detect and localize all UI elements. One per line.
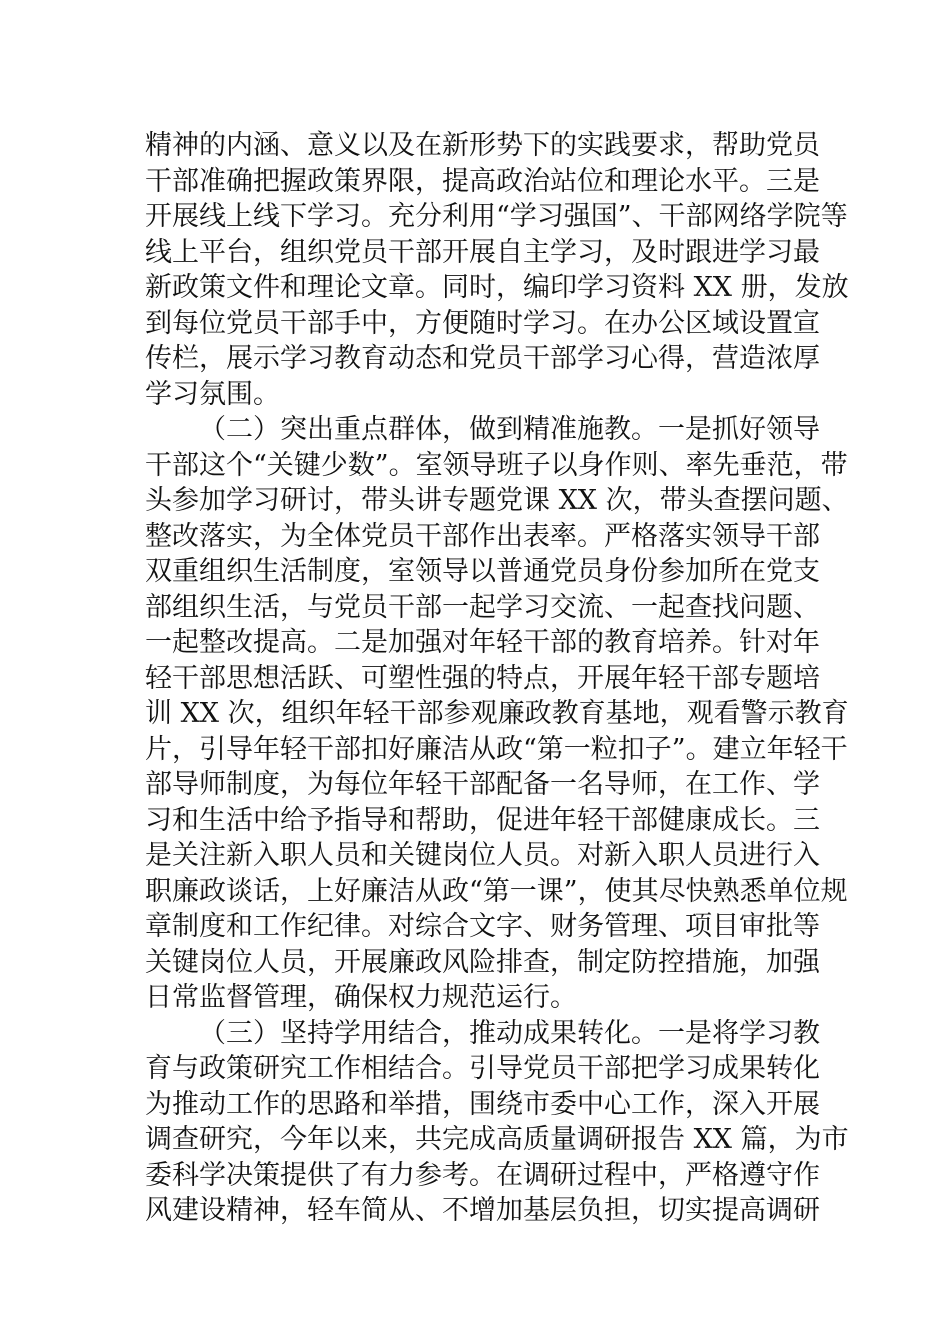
paragraph-1 (145, 128, 849, 412)
text-line: 训 XX 次，组织年轻干部参观廉政教育基地，观看警示教育 (145, 698, 849, 729)
text-line: 是关注新入职人员和关键岗位人员。对新入职人员进行入 (145, 840, 820, 871)
text-line: 双重组织生活制度，室领导以普通党员身份参加所在党支 (145, 556, 820, 587)
text-line: 一起整改提高。二是加强对年轻干部的教育培养。针对年 (145, 627, 820, 658)
text-line: 日常监督管理，确保权力规范运行。 (145, 982, 577, 1013)
text-line: 章制度和工作纪律。对综合文字、财务管理、项目审批等 (145, 911, 820, 942)
text-line: 干部这个“关键少数”。室领导班子以身作则、率先垂范，带 (145, 449, 848, 481)
paragraph-2 (145, 412, 849, 1016)
paragraph-3 (145, 1016, 849, 1229)
text-line: 部组织生活，与党员干部一起学习交流、一起查找问题、 (145, 591, 820, 623)
text-line: 育与政策研究工作相结合。引导党员干部把学习成果转化 (145, 1053, 820, 1084)
document-body (145, 128, 849, 1229)
text-line: 委科学决策提供了有力参考。在调研过程中，严格遵守作 (145, 1159, 820, 1191)
paragraph-heading-line: （三）坚持学用结合，推动成果转化。一是将学习教 (199, 1017, 820, 1049)
text-line: 风建设精神，轻车简从、不增加基层负担，切实提高调研 (145, 1195, 820, 1226)
text-line: 开展线上线下学习。充分利用“学习强国”、干部网络学院等 (145, 201, 848, 232)
text-line: 线上平台，组织党员干部开展自主学习，及时跟进学习最 (145, 236, 820, 268)
text-line: 习和生活中给予指导和帮助，促进年轻干部健康成长。三 (145, 804, 820, 836)
text-line: 精神的内涵、意义以及在新形势下的实践要求，帮助党员 (145, 130, 820, 161)
text-line: 新政策文件和理论文章。同时，编印学习资料 XX 册，发放 (145, 272, 849, 303)
text-line: 轻干部思想活跃、可塑性强的特点，开展年轻干部专题培 (145, 662, 820, 694)
text-line: 头参加学习研讨，带头讲专题党课 XX 次，带头查摆问题、 (145, 485, 849, 516)
text-line: 为推动工作的思路和举措，围绕市委中心工作，深入开展 (145, 1088, 820, 1120)
text-line: 部导师制度，为每位年轻干部配备一名导师，在工作、学 (145, 769, 820, 800)
text-line: 到每位党员干部手中，方便随时学习。在办公区域设置宣 (145, 307, 820, 339)
text-line: 调查研究，今年以来，共完成高质量调研报告 XX 篇，为市 (145, 1124, 849, 1155)
text-line: 干部准确把握政策界限，提高政治站位和理论水平。三是 (145, 165, 820, 197)
text-line: 传栏，展示学习教育动态和党员干部学习心得，营造浓厚 (145, 343, 820, 374)
text-line: 片，引导年轻干部扣好廉洁从政“第一粒扣子”。建立年轻干 (145, 733, 848, 765)
text-line: 整改落实，为全体党员干部作出表率。严格落实领导干部 (145, 520, 820, 552)
paragraph-heading-line: （二）突出重点群体，做到精准施教。一是抓好领导 (199, 414, 820, 445)
text-line: 关键岗位人员，开展廉政风险排查，制定防控措施，加强 (145, 946, 820, 978)
text-line: 学习氛围。 (145, 378, 280, 410)
text-line: 职廉政谈话，上好廉洁从政“第一课”，使其尽快熟悉单位规 (145, 875, 848, 907)
